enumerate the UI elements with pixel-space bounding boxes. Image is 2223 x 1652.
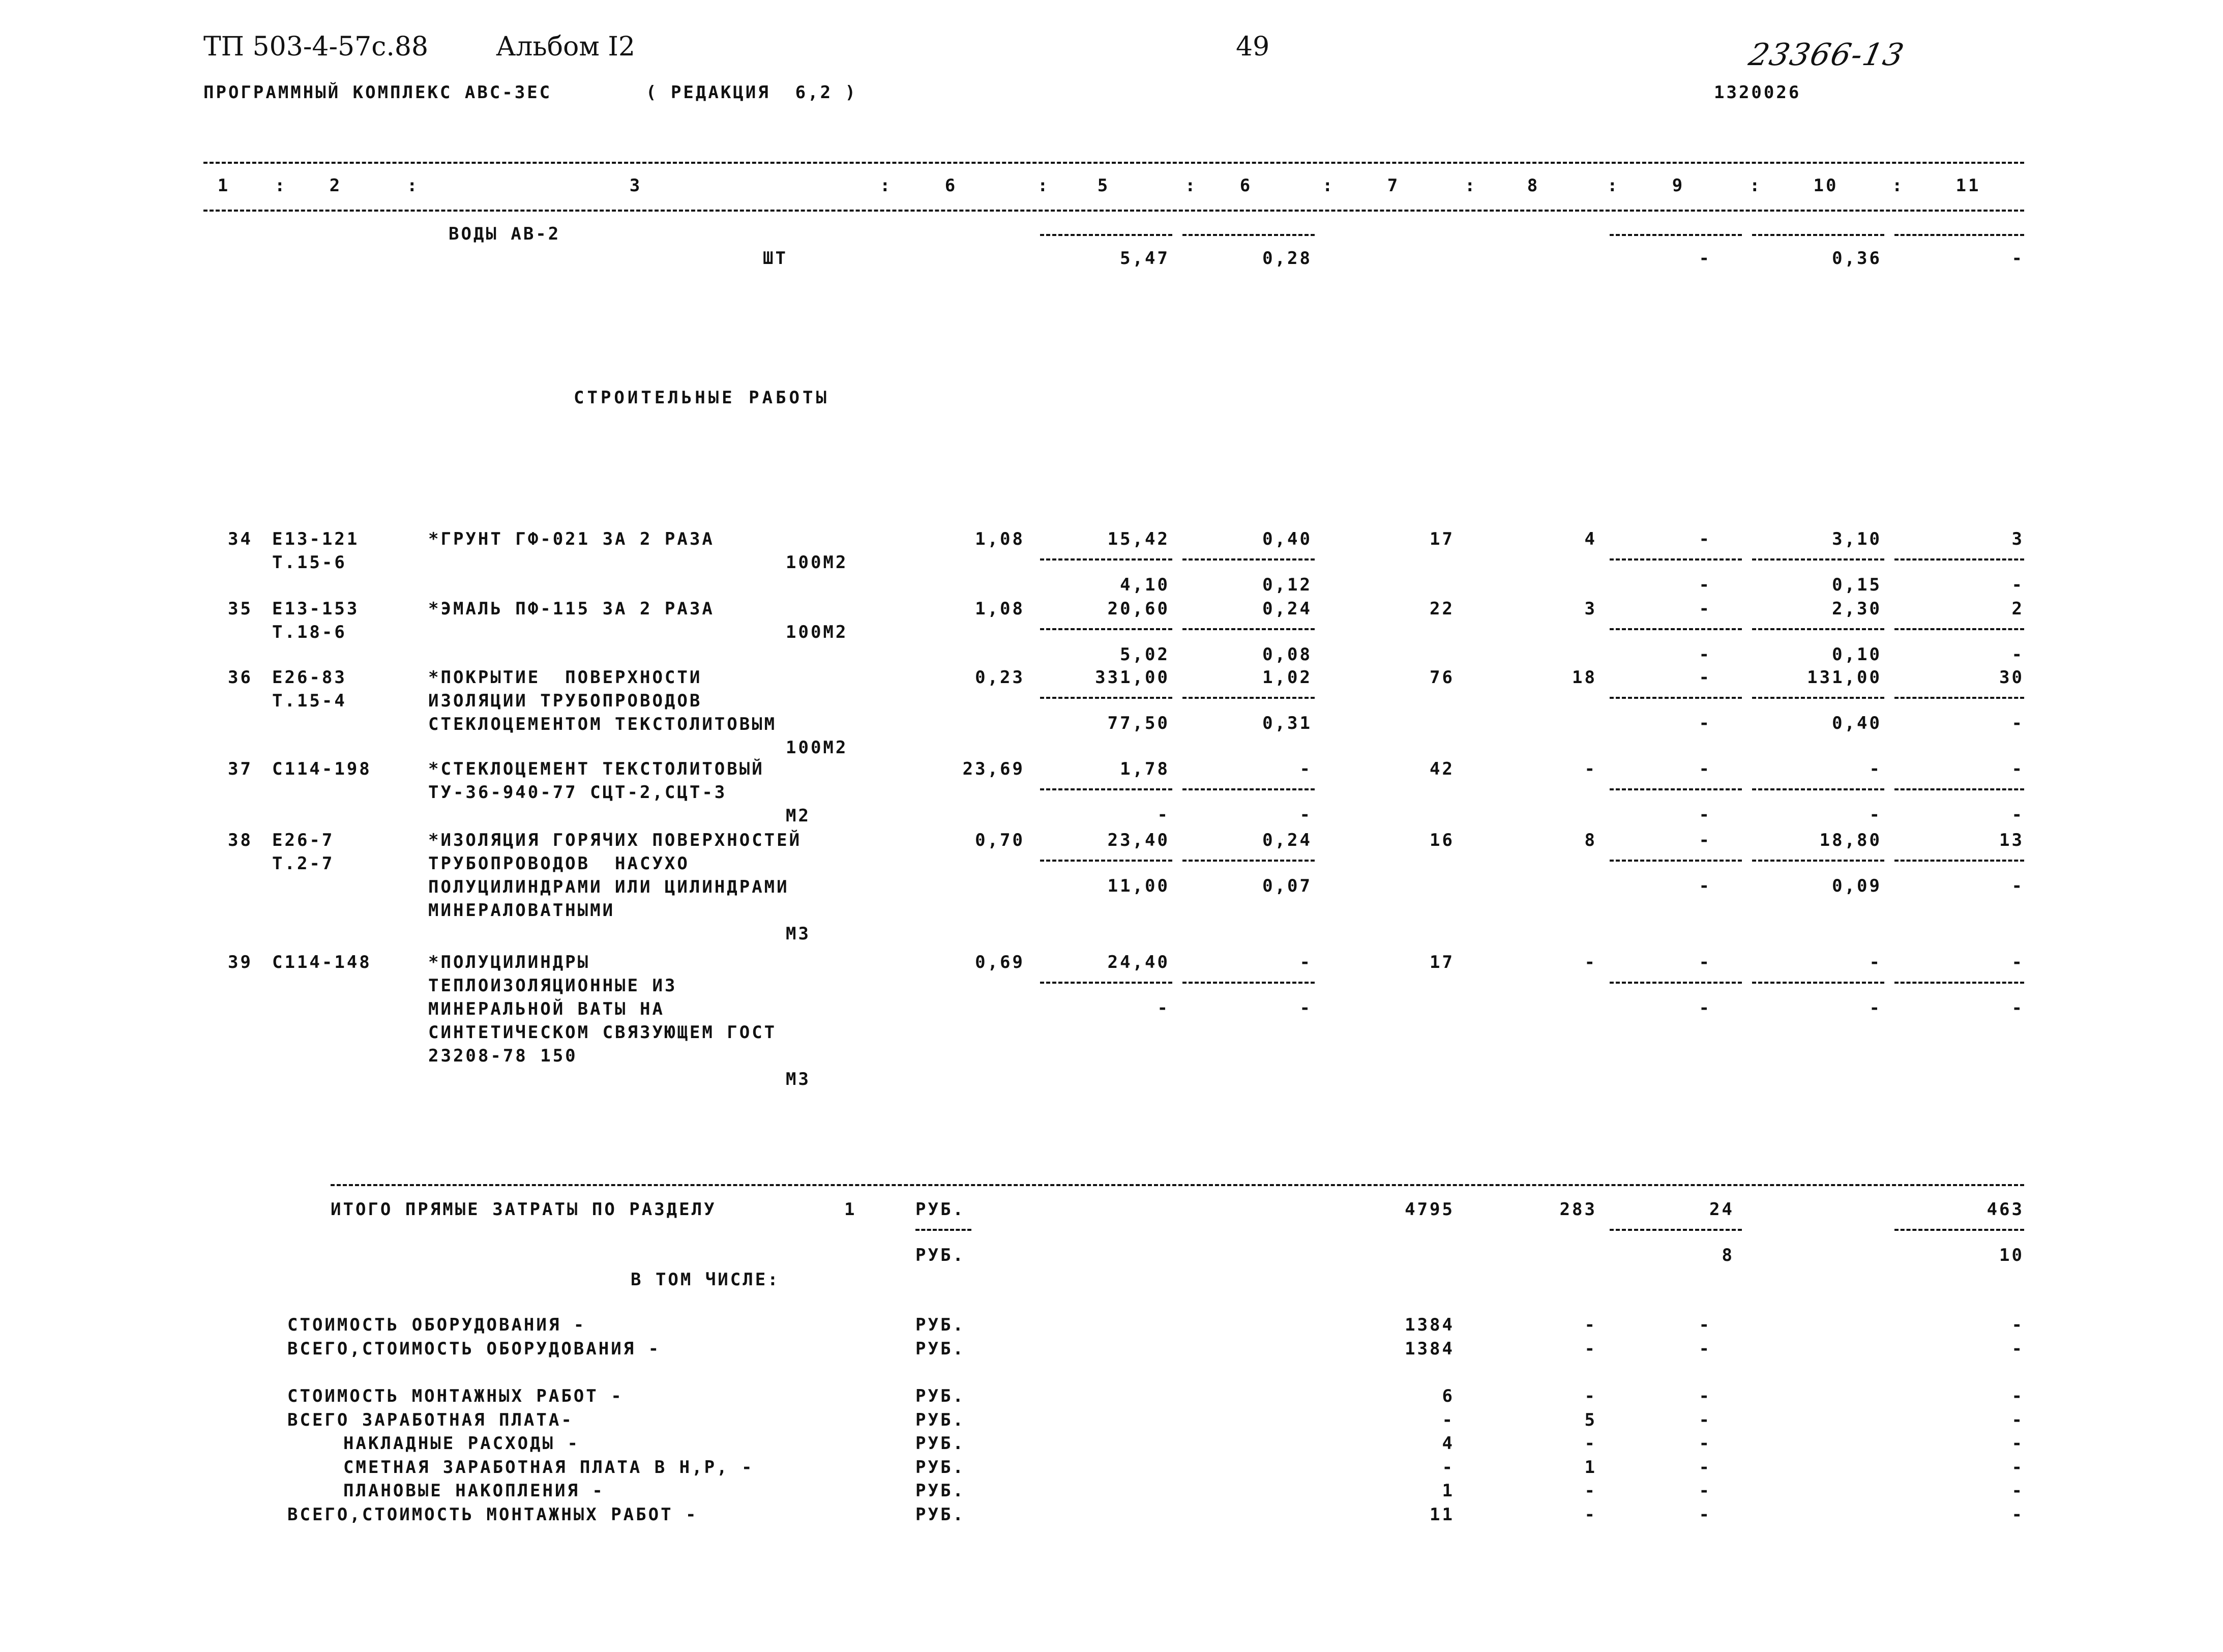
summary-c7: -: [1442, 1457, 1455, 1478]
row-39-description: СИНТЕТИЧЕСКОМ СВЯЗУЮЩЕМ ГОСТ: [428, 1022, 777, 1043]
row-35-c11: 2: [2011, 599, 2024, 619]
summary-label: ВСЕГО ЗАРАБОТНАЯ ПЛАТА-: [287, 1410, 574, 1430]
program-code: 1320026: [1714, 82, 1801, 103]
row-37-description: ТУ-36-940-77 СЦТ-2,СЦТ-3: [428, 782, 727, 803]
summary-c9: -: [1699, 1504, 1711, 1525]
album-label: Альбом I2: [496, 32, 635, 62]
row-36-code-ref: Т.15-4: [272, 691, 347, 711]
summary-label: ВСЕГО,СТОИМОСТЬ МОНТАЖНЫХ РАБОТ -: [287, 1504, 698, 1525]
row-36-unit: 100М2: [786, 738, 848, 758]
dash-rule: [1182, 697, 1315, 699]
dash-rule: [1182, 982, 1315, 984]
table-header-rule: [203, 210, 2024, 212]
row-35-c9-sub: -: [1699, 644, 1711, 665]
row-39-unit-cost: 24,40: [1107, 952, 1170, 972]
row-36-c10-sub: 0,40: [1832, 713, 1882, 733]
carryover-c11: -: [2011, 248, 2024, 269]
summary-c9: -: [1699, 1410, 1711, 1430]
row-34-unit: 100М2: [786, 552, 848, 573]
dash-rule: [1040, 788, 1172, 790]
summary-unit: РУБ.: [915, 1457, 965, 1478]
summary-c8: -: [1584, 1386, 1597, 1406]
summary-c8: -: [1584, 1339, 1597, 1359]
summary-unit: РУБ.: [915, 1386, 965, 1406]
summary-c11: -: [2011, 1315, 2024, 1335]
carryover-name: ВОДЫ АВ-2: [449, 224, 561, 244]
summary-c7: 1384: [1405, 1339, 1455, 1359]
dash-rule: [1610, 234, 1742, 236]
dash-rule: [1894, 788, 2024, 790]
row-36-c11: 30: [1999, 667, 2024, 688]
dash-rule: [1752, 697, 1884, 699]
page-number: 49: [1236, 32, 1270, 62]
row-38-c10: 18,80: [1819, 830, 1882, 850]
carryover-c9: -: [1699, 248, 1711, 269]
dash-rule: [1610, 860, 1742, 862]
row-34-description: *ГРУНТ ГФ-021 ЗА 2 РАЗА: [428, 529, 715, 549]
row-37-quantity: 23,69: [962, 759, 1025, 779]
column-header-7: 7: [1387, 175, 1400, 196]
row-34-c11-sub: -: [2011, 575, 2024, 595]
row-36-description: СТЕКЛОЦЕМЕНТОМ ТЕКСТОЛИТОВЫМ: [428, 714, 777, 734]
column-separator: :: [1892, 175, 1905, 196]
totals-c9-sub: 8: [1722, 1245, 1734, 1265]
row-35-total-cost: 22: [1430, 599, 1455, 619]
summary-label: НАКЛАДНЫЕ РАСХОДЫ -: [343, 1433, 580, 1454]
row-38-c9-sub: -: [1699, 876, 1711, 896]
row-38-number: 38: [228, 830, 253, 850]
dash-rule: [1610, 697, 1742, 699]
dash-rule: [1894, 697, 2024, 699]
column-header-1: 1: [217, 175, 230, 196]
totals-c9: 24: [1709, 1199, 1734, 1220]
summary-c11: -: [2011, 1410, 2024, 1430]
row-37-number: 37: [228, 759, 253, 779]
row-39-c11: -: [2011, 952, 2024, 972]
row-37-machine-cost: -: [1157, 805, 1170, 825]
summary-c7: 1384: [1405, 1315, 1455, 1335]
row-35-unit-cost: 20,60: [1107, 599, 1170, 619]
totals-c11: 463: [1987, 1199, 2024, 1220]
row-35-quantity: 1,08: [975, 599, 1025, 619]
summary-c11: -: [2011, 1504, 2024, 1525]
row-37-unit: М2: [786, 806, 811, 826]
summary-c8: -: [1584, 1433, 1597, 1454]
carryover-unit: ШТ: [763, 248, 788, 269]
totals-rule: [331, 1184, 2024, 1186]
totals-section-number: 1: [844, 1199, 857, 1220]
totals-unit: РУБ.: [915, 1199, 965, 1220]
row-38-description: ТРУБОПРОВОДОВ НАСУХО: [428, 853, 690, 874]
dash-rule: [1752, 234, 1884, 236]
row-36-quantity: 0,23: [975, 667, 1025, 688]
row-36-description: *ПОКРЫТИЕ ПОВЕРХНОСТИ: [428, 667, 702, 688]
row-34-total-cost: 17: [1430, 529, 1455, 549]
row-37-total-wage: -: [1584, 759, 1597, 779]
summary-c9: -: [1699, 1433, 1711, 1454]
column-separator: :: [1185, 175, 1198, 196]
dash-rule: [1040, 628, 1172, 630]
row-39-c10-sub: -: [1869, 998, 1882, 1018]
dash-rule: [1610, 628, 1742, 630]
row-34-c9: -: [1699, 529, 1711, 549]
column-header-2: 2: [329, 175, 342, 196]
summary-c8: -: [1584, 1481, 1597, 1501]
summary-c9: -: [1699, 1481, 1711, 1501]
totals-c9-rule: [1610, 1229, 1742, 1231]
column-separator: :: [1038, 175, 1050, 196]
row-34-unit-wage: 0,40: [1262, 529, 1312, 549]
row-37-code: С114-198: [272, 759, 372, 779]
row-37-unit-wage: -: [1299, 759, 1312, 779]
row-35-total-wage: 3: [1584, 599, 1597, 619]
row-38-quantity: 0,70: [975, 830, 1025, 850]
row-38-total-cost: 16: [1430, 830, 1455, 850]
row-37-c10-sub: -: [1869, 805, 1882, 825]
dash-rule: [1894, 558, 2024, 560]
dash-rule: [1040, 697, 1172, 699]
dash-rule: [1040, 982, 1172, 984]
column-header-3: 3: [629, 175, 642, 196]
row-38-description: *ИЗОЛЯЦИЯ ГОРЯЧИХ ПОВЕРХНОСТЕЙ: [428, 830, 802, 850]
summary-c8: 1: [1584, 1457, 1597, 1478]
row-36-description: ИЗОЛЯЦИИ ТРУБОПРОВОДОВ: [428, 691, 702, 711]
row-35-c9: -: [1699, 599, 1711, 619]
row-39-description: МИНЕРАЛЬНОЙ ВАТЫ НА: [428, 999, 665, 1019]
row-36-number: 36: [228, 667, 253, 688]
row-39-unit-wage: -: [1299, 952, 1312, 972]
row-35-code-ref: Т.18-6: [272, 622, 347, 642]
summary-c7: 6: [1442, 1386, 1455, 1406]
summary-c7: 11: [1430, 1504, 1455, 1525]
column-separator: :: [407, 175, 420, 196]
edition-label: ( РЕДАКЦИЯ 6,2 ): [646, 82, 857, 103]
column-separator: :: [880, 175, 893, 196]
summary-c9: -: [1699, 1457, 1711, 1478]
summary-unit: РУБ.: [915, 1433, 965, 1454]
dash-rule: [1894, 234, 2024, 236]
column-separator: :: [1465, 175, 1477, 196]
summary-c11: -: [2011, 1386, 2024, 1406]
carryover-c5: 5,47: [1120, 248, 1170, 269]
summary-label: СТОИМОСТЬ МОНТАЖНЫХ РАБОТ -: [287, 1386, 624, 1406]
dash-rule: [1040, 558, 1172, 560]
row-39-description: ТЕПЛОИЗОЛЯЦИОННЫЕ ИЗ: [428, 976, 677, 996]
row-39-number: 39: [228, 952, 253, 972]
summary-c8: 5: [1584, 1410, 1597, 1430]
dash-rule: [1182, 558, 1315, 560]
dash-rule: [1752, 558, 1884, 560]
row-38-code: Е26-7: [272, 830, 335, 850]
row-34-machine-cost: 4,10: [1120, 575, 1170, 595]
row-35-c10: 2,30: [1832, 599, 1882, 619]
row-39-total-cost: 17: [1430, 952, 1455, 972]
row-39-c9: -: [1699, 952, 1711, 972]
dash-rule: [1752, 788, 1884, 790]
dash-rule: [1040, 234, 1172, 236]
row-38-code-ref: Т.2-7: [272, 853, 335, 874]
row-39-c11-sub: -: [2011, 998, 2024, 1018]
summary-c9: -: [1699, 1315, 1711, 1335]
summary-c11: -: [2011, 1457, 2024, 1478]
column-separator: :: [1750, 175, 1762, 196]
column-separator: :: [275, 175, 287, 196]
summary-label: СТОИМОСТЬ ОБОРУДОВАНИЯ -: [287, 1315, 586, 1335]
column-separator: :: [1322, 175, 1335, 196]
row-38-description: ПОЛУЦИЛИНДРАМИ ИЛИ ЦИЛИНДРАМИ: [428, 877, 789, 897]
totals-c11-rule: [1894, 1229, 2024, 1231]
row-37-unit-cost: 1,78: [1120, 759, 1170, 779]
column-separator: :: [1607, 175, 1620, 196]
dash-rule: [1182, 234, 1315, 236]
row-34-code: Е13-121: [272, 529, 360, 549]
row-34-c9-sub: -: [1699, 575, 1711, 595]
row-37-description: *СТЕКЛОЦЕМЕНТ ТЕКСТОЛИТОВЫЙ: [428, 759, 764, 779]
row-38-unit-wage: 0,24: [1262, 830, 1312, 850]
summary-c8: -: [1584, 1504, 1597, 1525]
row-36-c9-sub: -: [1699, 713, 1711, 733]
dash-rule: [1894, 860, 2024, 862]
summary-c8: -: [1584, 1315, 1597, 1335]
dash-rule: [1610, 558, 1742, 560]
row-38-total-wage: 8: [1584, 830, 1597, 850]
summary-c7: 1: [1442, 1481, 1455, 1501]
summary-c7: 4: [1442, 1433, 1455, 1454]
row-39-total-wage: -: [1584, 952, 1597, 972]
totals-label: ИТОГО ПРЯМЫЕ ЗАТРАТЫ ПО РАЗДЕЛУ: [331, 1199, 717, 1220]
row-37-c11: -: [2011, 759, 2024, 779]
row-39-machine-cost: -: [1157, 998, 1170, 1018]
row-39-description: 23208-78 150: [428, 1046, 578, 1066]
row-37-c9: -: [1699, 759, 1711, 779]
row-39-c9-sub: -: [1699, 998, 1711, 1018]
row-39-machine-wage: -: [1299, 998, 1312, 1018]
row-39-c10: -: [1869, 952, 1882, 972]
row-35-unit: 100М2: [786, 622, 848, 642]
dash-rule: [1610, 982, 1742, 984]
section-title: СТРОИТЕЛЬНЫЕ РАБОТЫ: [574, 388, 829, 408]
row-34-c10-sub: 0,15: [1832, 575, 1882, 595]
totals-total-wage: 283: [1559, 1199, 1597, 1220]
dash-rule: [1752, 628, 1884, 630]
row-36-c9: -: [1699, 667, 1711, 688]
row-37-total-cost: 42: [1430, 759, 1455, 779]
row-36-total-cost: 76: [1430, 667, 1455, 688]
row-38-c10-sub: 0,09: [1832, 876, 1882, 896]
summary-c9: -: [1699, 1386, 1711, 1406]
row-38-unit-cost: 23,40: [1107, 830, 1170, 850]
row-34-c10: 3,10: [1832, 529, 1882, 549]
summary-label: ПЛАНОВЫЕ НАКОПЛЕНИЯ -: [343, 1481, 605, 1501]
row-38-c11: 13: [1999, 830, 2024, 850]
row-35-description: *ЭМАЛЬ ПФ-115 ЗА 2 РАЗА: [428, 599, 715, 619]
row-34-number: 34: [228, 529, 253, 549]
totals-unit-rule: [915, 1229, 971, 1231]
row-37-c11-sub: -: [2011, 805, 2024, 825]
summary-unit: РУБ.: [915, 1410, 965, 1430]
summary-c11: -: [2011, 1433, 2024, 1454]
row-37-c9-sub: -: [1699, 805, 1711, 825]
summary-c7: -: [1442, 1410, 1455, 1430]
row-37-machine-wage: -: [1299, 805, 1312, 825]
summary-unit: РУБ.: [915, 1481, 965, 1501]
program-label: ПРОГРАММНЫЙ КОМПЛЕКС АВС-3ЕС: [203, 82, 552, 103]
row-34-c11: 3: [2011, 529, 2024, 549]
row-34-total-wage: 4: [1584, 529, 1597, 549]
dash-rule: [1182, 860, 1315, 862]
row-35-c11-sub: -: [2011, 644, 2024, 665]
column-header-8: 8: [1527, 175, 1540, 196]
summary-c11: -: [2011, 1481, 2024, 1501]
row-39-quantity: 0,69: [975, 952, 1025, 972]
column-header-10: 10: [1813, 175, 1839, 196]
row-34-machine-wage: 0,12: [1262, 575, 1312, 595]
summary-c9: -: [1699, 1339, 1711, 1359]
carryover-c6: 0,28: [1262, 248, 1312, 269]
row-38-c9: -: [1699, 830, 1711, 850]
row-39-unit: М3: [786, 1069, 811, 1089]
row-37-c10: -: [1869, 759, 1882, 779]
summary-unit: РУБ.: [915, 1339, 965, 1359]
row-35-c10-sub: 0,10: [1832, 644, 1882, 665]
column-header-4: 6: [944, 175, 958, 196]
summary-label: СМЕТНАЯ ЗАРАБОТНАЯ ПЛАТА В Н,Р, -: [343, 1457, 754, 1478]
row-35-machine-cost: 5,02: [1120, 644, 1170, 665]
including-label: В ТОМ ЧИСЛЕ:: [631, 1270, 780, 1290]
row-34-quantity: 1,08: [975, 529, 1025, 549]
row-36-c10: 131,00: [1807, 667, 1882, 688]
dash-rule: [1610, 788, 1742, 790]
carryover-c10: 0,36: [1832, 248, 1882, 269]
column-header-6: 6: [1239, 175, 1253, 196]
dash-rule: [1752, 982, 1884, 984]
column-header-11: 11: [1955, 175, 1981, 196]
table-top-rule: [203, 162, 2024, 164]
column-header-5: 5: [1097, 175, 1110, 196]
dash-rule: [1182, 628, 1315, 630]
row-38-machine-cost: 11,00: [1107, 876, 1170, 896]
row-38-machine-wage: 0,07: [1262, 876, 1312, 896]
summary-c11: -: [2011, 1339, 2024, 1359]
dash-rule: [1894, 982, 2024, 984]
dash-rule: [1040, 860, 1172, 862]
row-36-machine-wage: 0,31: [1262, 713, 1312, 733]
row-39-description: *ПОЛУЦИЛИНДРЫ: [428, 952, 590, 972]
dash-rule: [1894, 628, 2024, 630]
summary-unit: РУБ.: [915, 1504, 965, 1525]
row-35-number: 35: [228, 599, 253, 619]
column-header-9: 9: [1672, 175, 1685, 196]
totals-c11-sub: 10: [1999, 1245, 2024, 1265]
summary-unit: РУБ.: [915, 1315, 965, 1335]
row-36-c11-sub: -: [2011, 713, 2024, 733]
row-36-machine-cost: 77,50: [1107, 713, 1170, 733]
row-35-machine-wage: 0,08: [1262, 644, 1312, 665]
document-code: ТП 503-4-57с.88: [203, 32, 429, 62]
row-36-total-wage: 18: [1572, 667, 1597, 688]
dash-rule: [1752, 860, 1884, 862]
totals-total-cost: 4795: [1405, 1199, 1455, 1220]
row-35-code: Е13-153: [272, 599, 360, 619]
row-38-c11-sub: -: [2011, 876, 2024, 896]
row-36-code: Е26-83: [272, 667, 347, 688]
dash-rule: [1182, 788, 1315, 790]
summary-label: ВСЕГО,СТОИМОСТЬ ОБОРУДОВАНИЯ -: [287, 1339, 661, 1359]
totals-unit-sub: РУБ.: [915, 1245, 965, 1265]
row-38-description: МИНЕРАЛОВАТНЫМИ: [428, 900, 615, 921]
row-38-unit: М3: [786, 924, 811, 944]
row-36-unit-wage: 1,02: [1262, 667, 1312, 688]
row-34-unit-cost: 15,42: [1107, 529, 1170, 549]
row-35-unit-wage: 0,24: [1262, 599, 1312, 619]
row-39-code: С114-148: [272, 952, 372, 972]
row-34-code-ref: Т.15-6: [272, 552, 347, 573]
handwritten-number: 23366-13: [1745, 37, 1908, 73]
row-36-unit-cost: 331,00: [1095, 667, 1170, 688]
